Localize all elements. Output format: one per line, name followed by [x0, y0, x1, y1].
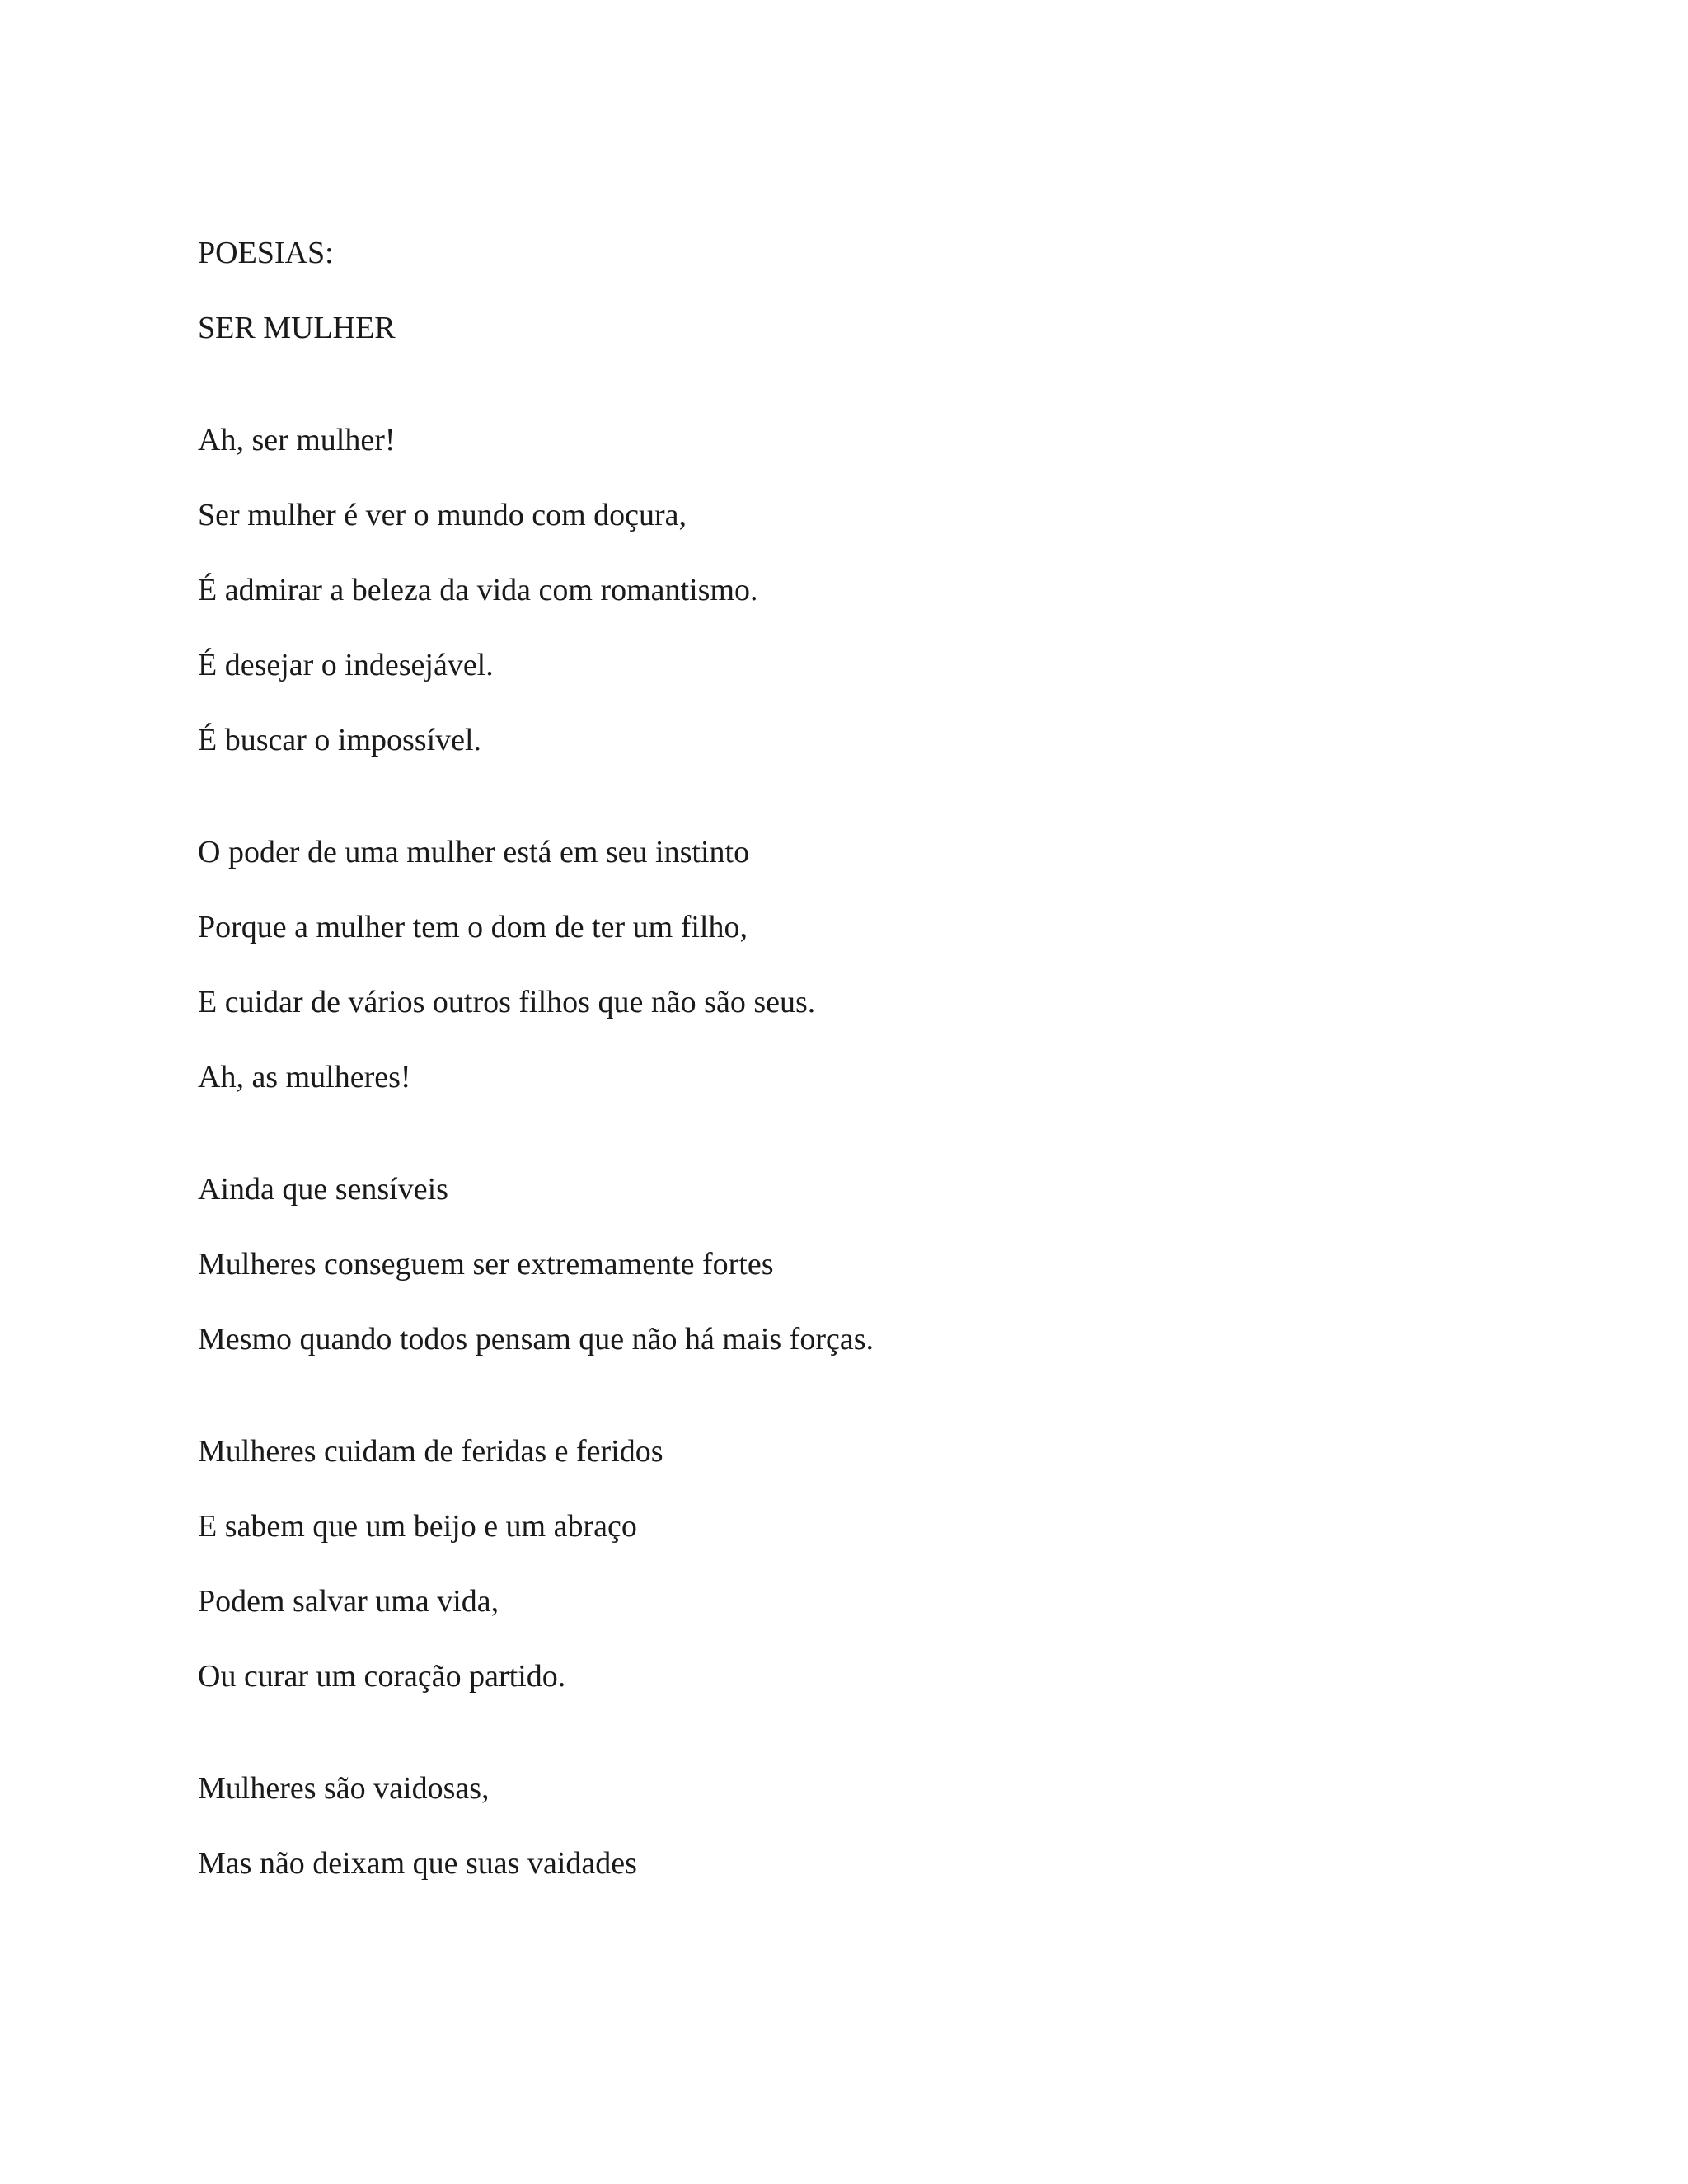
poem-line: É desejar o indesejável.	[198, 648, 494, 682]
poem-line: Mulheres são vaidosas,	[198, 1771, 490, 1806]
poem-line: Mesmo quando todos pensam que não há mais forças.	[198, 1322, 874, 1357]
poem-line: Ah, as mulheres!	[198, 1060, 411, 1094]
poem-line: É buscar o impossível.	[198, 723, 482, 757]
poem-line: Podem salvar uma vida,	[198, 1584, 499, 1619]
poem-line: Mulheres conseguem ser extremamente fortes	[198, 1247, 774, 1282]
poem-title: SER MULHER	[198, 311, 396, 345]
poem-line: Mulheres cuidam de feridas e feridos	[198, 1434, 663, 1469]
poem-line: Porque a mulher tem o dom de ter um filho,	[198, 910, 748, 944]
poem-line: Mas não deixam que suas vaidades	[198, 1846, 637, 1881]
poem-line: Ah, ser mulher!	[198, 423, 396, 457]
poem-line: Ser mulher é ver o mundo com doçura,	[198, 498, 687, 532]
poem-line: E sabem que um beijo e um abraço	[198, 1509, 637, 1544]
poem-line: Ainda que sensíveis	[198, 1172, 448, 1207]
poem-line: E cuidar de vários outros filhos que não são seus.	[198, 985, 816, 1019]
poem-line: Ou curar um coração partido.	[198, 1659, 566, 1694]
document-heading: POESIAS:	[198, 236, 334, 270]
poem-line: É admirar a beleza da vida com romantismo.	[198, 573, 758, 607]
poem-line: O poder de uma mulher está em seu instinto	[198, 835, 750, 869]
